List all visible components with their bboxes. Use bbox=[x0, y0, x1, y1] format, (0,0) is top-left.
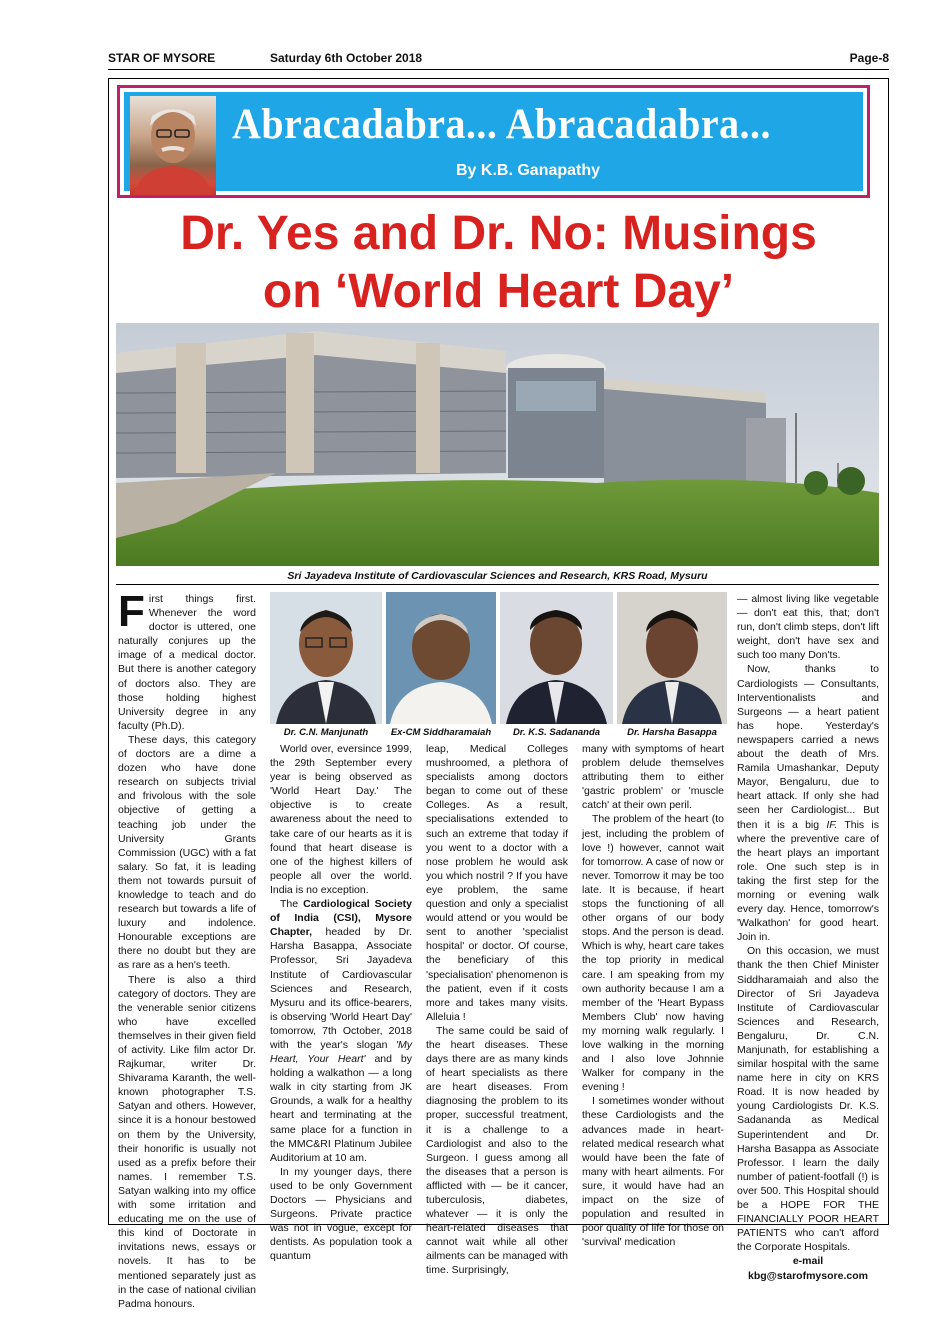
column-banner bbox=[117, 85, 870, 198]
issue-date: Saturday 6th October 2018 bbox=[270, 51, 423, 65]
col4-paragraph-1: many with symptoms of heart problem delude themselves attributing them to either 'gastric problem' or 'muscle catch' at their own peril. bbox=[582, 743, 724, 812]
photo-caption: Sri Jayadeva Institute of Cardiovascular Sciences and Research, KRS Road, Mysuru bbox=[287, 570, 708, 582]
byline: By K.B. Ganapathy bbox=[456, 162, 601, 179]
portrait-caption-3: Dr. K.S. Sadananda bbox=[512, 727, 601, 738]
portrait-siddharamaiah bbox=[386, 592, 496, 724]
big-if: IF. bbox=[826, 818, 838, 831]
col2-p2-mid: headed by Dr. Harsha Basappa, Associate Professor, Sri Jayadeva Institute of Cardiovascular Sciences and Research, Mysuru and its office-bearers, is observing 'World Heart Day' tomorrow, 7th October, 2018 with the year's slogan bbox=[270, 926, 412, 1051]
col5-paragraph-1: — almost living like vegetable — don't eat this, that; don't run, don't climb steps, don't lift weight, don't have sex and such too many Don'ts. bbox=[737, 593, 879, 662]
drop-cap: F bbox=[118, 587, 145, 636]
portrait-caption-4: Dr. Harsha Basappa bbox=[627, 727, 717, 738]
col5-p2-pre: Now, thanks to Cardiologists — Consultants, Interventionalists and Surgeons — a heart patient has hope. Yesterday's newspapers carried a news about the death of Mrs. Ramila Umashankar, Deputy Mayor, Bengaluru, due to heart attack. If only she had seen her Cardiologist... But then it is a big bbox=[737, 663, 879, 831]
caption-rule bbox=[116, 584, 879, 585]
col2-p2-pre: The bbox=[280, 898, 304, 911]
page-header bbox=[108, 50, 889, 68]
email-label: e-mail bbox=[792, 1255, 824, 1268]
col5-paragraph-2 bbox=[737, 662, 879, 944]
page-number: Page-8 bbox=[849, 51, 889, 65]
col1-paragraph-3: There is also a third category of doctors. They are the venerable senior citizens who have excelled themselves in their given field of activity. Like film actor Dr. Rajkumar, writer Dr. Shivarama Karanth, the well-known photographer T.S. Satyan and others. However, since it is a honour bestowed on them by the University, their honorific is usually not used as a prefix before their names. I remember T.S. Satyan walking into my office with some irritation and educating me on the use of this kind of Doctorate in invitations news, essays or novels. It has to be mentioned separately just as in the case of national civilian Padma honours. bbox=[118, 973, 256, 1310]
portrait-caption-2: Ex-CM Siddharamaiah bbox=[390, 727, 492, 738]
col2-paragraph-2 bbox=[270, 897, 412, 1165]
article-column-4 bbox=[582, 742, 724, 1249]
portrait-caption-1: Dr. C.N. Manjunath bbox=[283, 727, 369, 738]
portrait-manjunath bbox=[270, 592, 382, 724]
email-address[interactable]: kbg@starofmysore.com bbox=[748, 1269, 868, 1282]
article-column-2 bbox=[270, 742, 412, 1263]
col2-p2-post: and by holding a walkathon — a long walk in city starting from JK Grounds, a walk for a healthy heart and terminating at the same place for a function in the MMC&RI Platinum Jubilee Auditorium at 10 am. bbox=[270, 1053, 412, 1164]
col3-paragraph-2: The same could be said of the heart diseases. These days there are as many kinds of heart specialists as there are heart diseases. From diagnosing the problem to its proper, successful treatment, it is a challenge to a Cardiologist and also to the Surgeon. I guess among all the diseases that a person is afflicted with — be it cancer, tuberculosis, diabetes, whatever — it is only the heart-related diseases that cannot wait while all other ailments can be managed with time. Surprisingly, bbox=[426, 1024, 568, 1277]
headline bbox=[110, 205, 887, 321]
portrait-basappa bbox=[617, 592, 727, 724]
col2-paragraph-1: World over, eversince 1999, the 29th September every year is being observed as 'World Heart Day.' The objective is to create awareness about the need to take care of our hearts as it is found that heart disease is one of the highest killers of people all over the world. India is no exception. bbox=[270, 743, 412, 896]
col1-paragraph-2: These days, this category of doctors are a dime a dozen who have done research on subjects trivial and frivolous with the sole objective of getting a teaching job under the University Grants Commission (UGC) with a fat salary. So fat, it is leading them not towards pursuit of knowledge to teach and do research but towards a life of luxury and indolence. Honourable exceptions are there no doubt but they are as rare as a hen's teeth. bbox=[118, 733, 256, 972]
col1-paragraph-1: irst things first. Whenever the word doctor is uttered, one naturally conjures up the image of a medical doctor. But there is another category of doctors also. They are those holding highest University degree in any faculty (Ph.D). bbox=[118, 593, 256, 732]
article-column-1 bbox=[118, 587, 256, 1311]
article-column-3 bbox=[426, 742, 568, 1278]
slogan: 'My Heart, Your Heart' bbox=[270, 1038, 412, 1066]
col3-paragraph-1: leap, Medical Colleges mushroomed, a plethora of specialists among doctors began to come out of these Colleges. As a result, specialisations extended to such an extreme that today if you went to a doctor with a nose problem he would ask you which nostril ? If you have eye problem, the same question and only a specialist would attend or you would be sent to another 'specialist hospital' or doctor. Of course, the beneficiary of this 'specialisation' phenomenon is the patient, even if it costs more and takes many visits. Alleluia ! bbox=[426, 743, 568, 1023]
portrait-sadananda bbox=[500, 592, 613, 724]
col2-paragraph-3: In my younger days, there used to be only Government Doctors — Physicians and Surgeons. Private practice was not in vogue, except for dentists. As population took a quantum bbox=[270, 1165, 412, 1263]
author-portrait bbox=[130, 96, 216, 195]
csi-name: Cardiological Society of India (CSI), Mysore Chapter, bbox=[270, 898, 413, 939]
article-column-5 bbox=[737, 592, 879, 1283]
hospital-photo bbox=[116, 323, 879, 566]
column-title: Abracadabra... Abracadabra... bbox=[232, 101, 771, 148]
headline-line-2: on ‘World Heart Day’ bbox=[262, 265, 735, 318]
col4-paragraph-3: I sometimes wonder without these Cardiologists and the advances made in heart-related medical research what would have been the fate of many with heart ailments. For sure, it would have had an impact on the size of population and resulted in poor quality of life for those on 'survival' medication bbox=[582, 1095, 724, 1249]
col4-paragraph-2: The problem of the heart (to jest, including the problem of love !) however, cannot wait for tomorrow. A case of now or never. Tomorrow it may be too late. It is because, if heart stops the functioning of all other organs of our body stops. And the person is dead. Which is why, heart care takes the top priority in medical care. I am speaking from my own authority because I am a member of the 'Heart Bypass Members Club' now having my morning walk regularly. I love walking in the morning and I also love Johnnie Walker for company in the evening ! bbox=[582, 813, 724, 1094]
paper-name: STAR OF MYSORE bbox=[108, 51, 216, 65]
headline-line-1: Dr. Yes and Dr. No: Musings bbox=[180, 207, 817, 260]
col5-paragraph-3: On this occasion, we must thank the then Chief Minister Siddharamaiah and also the Director of Sri Jayadeva Institute of Cardiovascular Sciences and Research, Bengaluru, Dr. C.N. Manjunath, for establishing a similar hospital with the same name here in city on KRS Road. It is now headed by young Cardiologists Dr. K.S. Sadananda as Medical Superintendent and Dr. Harsha Basappa as Associate Professor. I learn the daily number of patient-footfall (!) is over 500. This Hospital should be a HOPE FOR THE FINANCIALLY POOR HEART PATIENTS who can't afford the Corporate Hospitals. bbox=[737, 945, 879, 1254]
header-rule bbox=[108, 69, 889, 70]
col5-p2-post: This is where the preventive care of the heart plays an important role. One such step is in taking the first step for the morning or evening walk every day. Hence, tomorrow's 'Walkathon' for good heart. Join in. bbox=[737, 818, 879, 944]
